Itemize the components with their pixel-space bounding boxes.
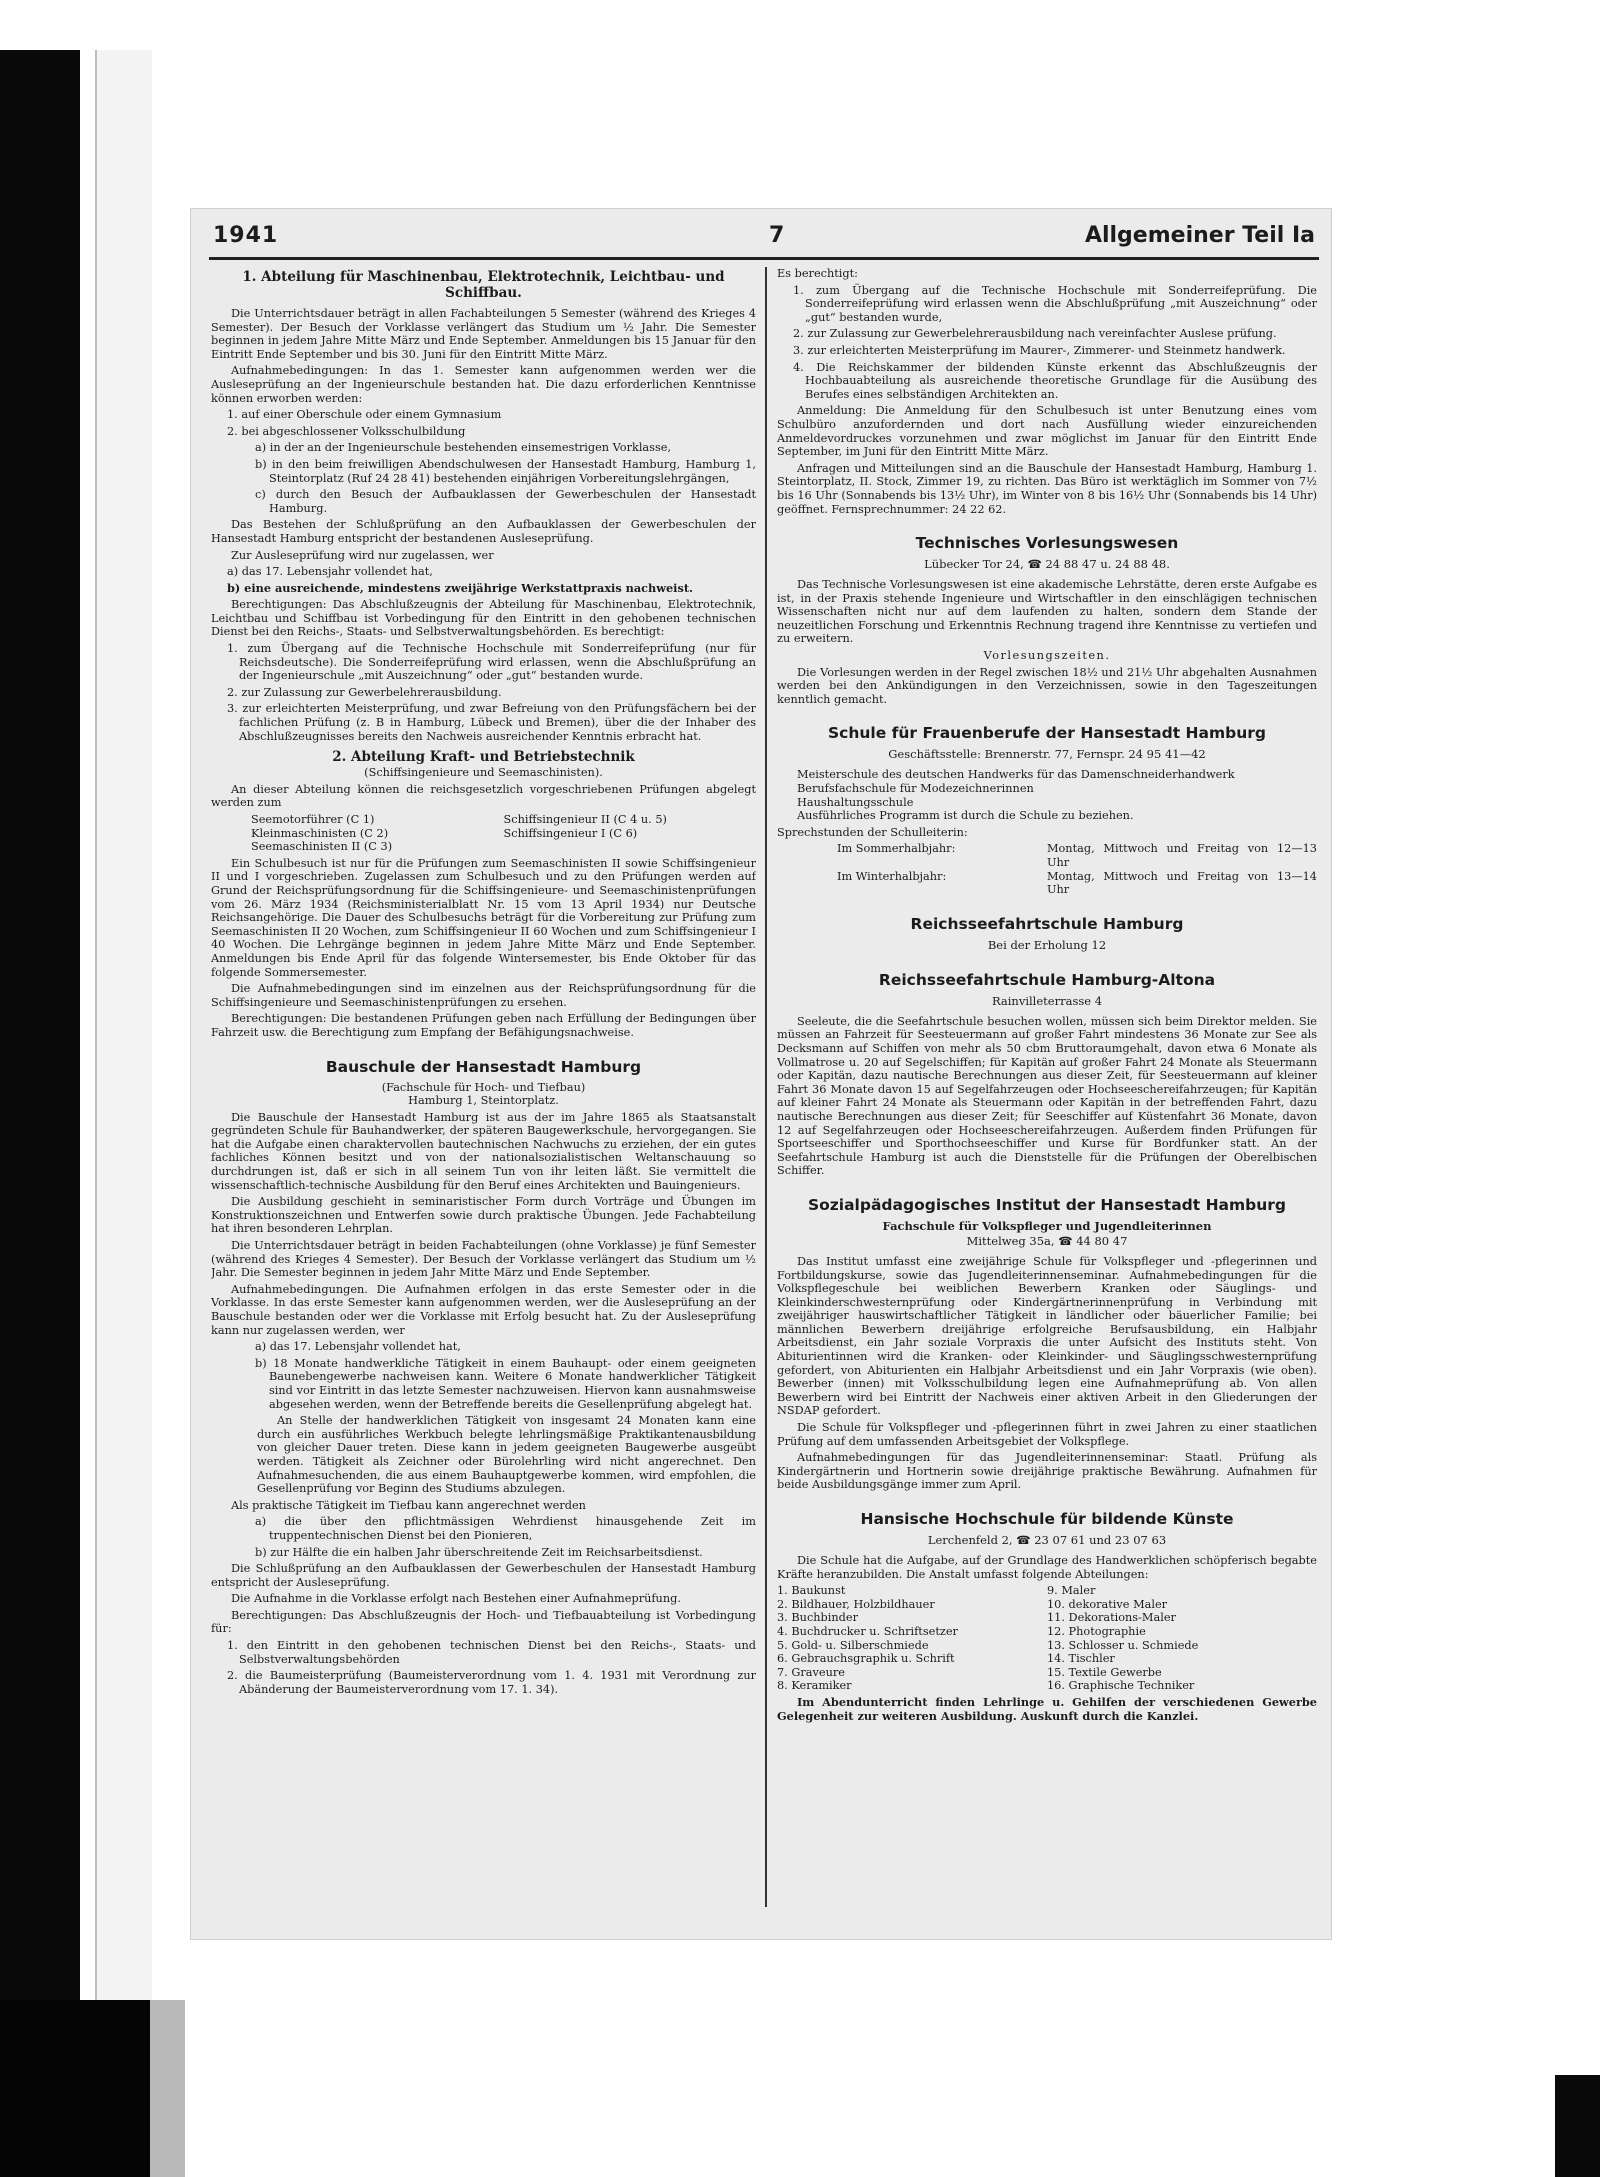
paragraph: Die Schlußprüfung an den Aufbauklassen der Gewerbeschulen der Hansestadt Hamburg entspricht der Ausleseprüfung. — [211, 1562, 756, 1589]
paragraph: Die Schule hat die Aufgabe, auf der Grundlage des Handwerklichen schöpferisch begabte Kräfte heranzubilden. Die Anstalt umfasst folgende Abteilungen: — [777, 1554, 1317, 1581]
section-heading-abteilung-2: 2. Abteilung Kraft- und Betriebstechnik — [332, 749, 635, 766]
office-hours-label: Im Sommerhalbjahr: — [837, 842, 956, 856]
paragraph: Die Aufnahme in die Vorklasse erfolgt nach Bestehen einer Aufnahmeprüfung. — [231, 1592, 681, 1606]
list-item: 1. den Eintritt in den gehobenen technischen Dienst bei den Reichs-, Staats- und Selbstverwaltungsbehörden — [227, 1639, 756, 1666]
office-hours-row — [837, 842, 1317, 869]
list-item: 6. Gebrauchsgraphik u. Schrift — [777, 1652, 955, 1666]
list-item: a) das 17. Lebensjahr vollendet hat, — [227, 565, 433, 579]
institution-address: Hamburg 1, Steintorplatz. — [408, 1094, 559, 1108]
exam-item: Kleinmaschinisten (C 2) — [251, 826, 389, 840]
scan-bottom-edge — [0, 2000, 150, 2177]
scan-binding-edge — [0, 50, 80, 2177]
list-item: 4. Buchdrucker u. Schriftsetzer — [777, 1624, 958, 1638]
list-item: 5. Gold- u. Silberschmiede — [777, 1638, 929, 1652]
scan-bottom-margin — [0, 2000, 1600, 2177]
paragraph: Die Unterrichtsdauer beträgt in beiden Fachabteilungen (ohne Vorklasse) je fünf Semester (während des Krieges 4 Semester). Der Besuch der Vorklasse verlängert das Studium um ½ Jahr. Die Semester beginnen in jedem Jahr Mitte März und Ende September. — [211, 1239, 756, 1280]
office-hours-row — [837, 870, 1317, 897]
header-year: 1941 — [213, 223, 279, 248]
paragraph: Meisterschule des deutschen Handwerks für das Damenschneiderhandwerk — [797, 768, 1235, 782]
page-content — [209, 221, 1319, 1921]
institution-address: Lübecker Tor 24, ☎ 24 88 47 u. 24 88 48. — [924, 557, 1170, 572]
paragraph: Seeleute, die die Seefahrtschule besuchen wollen, müssen sich beim Direktor melden. Sie müssen an Fahrzeit für Seesteuermann auf großer Fahrt mindestens 36 Monate zur See als Decksmann auf Schiffen von mehr als 50 cbm Bruttoraumgehalt, davon etwa 6 Monate als Vollmatrose u. 20 auf Segelschiffen; für Kapitän auf großer Fahrt 24 Monate als Steuermann oder Kapitän, dazu nautische Berechnungen aus dieser Zeit, für Seesteuermann auf kleiner Fahrt 36 Monate davon 15 auf Segelfahrzeugen oder Hochseeschereifahrzeugen; für Kapitän auf kleiner Fahrt 24 Monate als Steuermann oder Kapitän in der betreffenden Fahrt, dazu nautische Berechnungen aus dieser Zeit; für Seeschiffer auf Küstenfahrt 36 Monate, davon 12 auf Segelfahrzeugen oder Hochseeschereifahrzeugen. Außerdem finden Prüfungen für Sportseeschiffer und Sporthochseeschiffer und Kurse für Bordfunker statt. An der Seefahrtschule Hamburg ist auch die Dienststelle für die Prüfungen der Oberelbischen Schiffer. — [777, 1014, 1317, 1178]
scan-bottom-shadow — [150, 2000, 185, 2177]
paragraph-berechtigungen: Berechtigungen: Das Abschlußzeugnis der Abteilung für Maschinenbau, Elektrotechnik, Leichtbau und Schiffbau ist Vorbedingung für den Eintritt in den gehobenen technischen Dienst bei den Reichs-, Staats- und Selbstverwaltungsbehörden. Es berechtigt: — [211, 598, 756, 639]
institution-heading-hochschule-kuenste: Hansische Hochschule für bildende Künste — [860, 1510, 1234, 1528]
paragraph: Sprechstunden der Schulleiterin: — [777, 825, 968, 839]
institution-subtitle: Fachschule für Volkspfleger und Jugendleiterinnen — [882, 1218, 1212, 1233]
paragraph: Die Aufnahmebedingungen sind im einzelnen aus der Reichsprüfungsordnung für die Schiffsingenieure und Seemaschinistenprüfungen zu ersehen. — [211, 982, 756, 1009]
paragraph-aufnahmebedingungen: Aufnahmebedingungen. Die Aufnahmen erfolgen in das erste Semester oder in die Vorklasse. In das erste Semester kann aufgenommen werden, wer die Ausleseprüfung an der Bauschule bestanden oder wer die Vorklasse mit Erfolg besucht hat. Zu der Ausleseprüfung kann nur zugelassen werden, wer — [211, 1282, 756, 1337]
institution-address: Lerchenfeld 2, ☎ 23 07 61 und 23 07 63 — [927, 1533, 1167, 1547]
scanned-page — [190, 208, 1332, 1940]
list-item: 3. Buchbinder — [777, 1611, 858, 1625]
paragraph: Anfragen und Mitteilungen sind an die Bauschule der Hansestadt Hamburg, Hamburg 1. Steintorplatz, II. Stock, Zimmer 19, zu richten. Das Büro ist werktäglich im Sommer von 7½ bis 16 Uhr (Sonnabends bis 13½ Uhr), im Winter von 8 bis 16½ Uhr (Sonnabends bis 14 Uhr) geöffnet. Fernsprechnummer: 24 22 62. — [777, 461, 1317, 516]
list-item: 2. zur Zulassung zur Gewerbelehrerausbildung nach vereinfachter Auslese prüfung. — [793, 327, 1277, 341]
right-column — [777, 267, 1317, 1917]
list-item: b) eine ausreichende, mindestens zweijährige Werkstattpraxis nachweist. — [227, 580, 693, 595]
list-item: 11. Dekorations-Maler — [1047, 1611, 1176, 1625]
list-item: 2. die Baumeisterprüfung (Baumeisterverordnung vom 1. 4. 1931 mit Verordnung zur Abänderung der Baumeisterverordnung vom 17. 1. 34). — [227, 1669, 756, 1696]
list-item: 13. Schlosser u. Schmiede — [1047, 1638, 1199, 1652]
list-item: 1. zum Übergang auf die Technische Hochschule mit Sonderreifeprüfung. Die Sonderreifeprüfung wird erlassen wenn die Abschlußprüfung „mit Auszeichnung“ oder „gut“ bestanden wurde, — [793, 283, 1317, 324]
list-item: 3. zur erleichterten Meisterprüfung im Maurer-, Zimmerer- und Steinmetz handwerk. — [793, 343, 1286, 357]
exam-list — [211, 813, 756, 854]
left-column — [211, 267, 756, 1917]
paragraph: Ausführliches Programm ist durch die Schule zu beziehen. — [797, 809, 1134, 823]
section-heading-abteilung-1: 1. Abteilung für Maschinenbau, Elektrotechnik, Leichtbau- und Schiffbau. — [242, 269, 725, 301]
list-item: 2. Bildhauer, Holzbildhauer — [777, 1597, 935, 1611]
paragraph: Haushaltungsschule — [797, 795, 914, 809]
list-item: 1. Baukunst — [777, 1584, 846, 1598]
list-item: a) in der an der Ingenieurschule bestehenden einsemestrigen Vorklasse, — [255, 441, 672, 455]
paragraph-anmeldung: Anmeldung: Die Anmeldung für den Schulbesuch ist unter Benutzung eines vom Schulbüro anzufordernden und dort nach Ausfüllung wieder einzureichenden Anmeldevordruckes vorzunehmen und zwar möglichst im Januar für den Eintritt Ende September, im Juni für den Eintritt Mitte März. — [777, 404, 1317, 459]
office-hours-value: Montag, Mittwoch und Freitag von 12—13 Uhr — [1046, 842, 1317, 869]
paragraph: Zur Ausleseprüfung wird nur zugelassen, wer — [231, 548, 494, 562]
institution-address: Geschäftsstelle: Brennerstr. 77, Fernspr. 24 95 41—42 — [888, 747, 1206, 762]
subheading: Vorlesungszeiten. — [983, 649, 1111, 663]
column-divider — [765, 267, 767, 1907]
paragraph: Die Unterrichtsdauer beträgt in allen Fachabteilungen 5 Semester (während des Krieges 4 Semester). Der Besuch der Vorklasse verlängert das Studium um ½ Jahr. Die Semester beginnen in jedem Jahre Mitte März und Ende September. Anmeldungen bis 15 Januar für den Eintritt Ende September und bis 30. Juni für den Eintritt Mitte März. — [211, 307, 756, 361]
list-item: b) in den beim freiwilligen Abendschulwesen der Hansestadt Hamburg, Hamburg 1, Steintorplatz (Ruf 24 28 41) bestehenden einjährigen Vorbereitungslehrgängen, — [255, 457, 756, 485]
paragraph: Das Institut umfasst eine zweijährige Schule für Volkspfleger und -pflegerinnen und Fortbildungskurse, sowie das Jugendleiterinnenseminar. Aufnahmebedingungen für die Volkspflegeschule bei weiblichen Bewerbern Kranken oder Säuglings- und Kleinkinderschwesternprüfung oder Kindergärtnerinnenprüfung in Verbindung mit zweijähriger hauswirtschaftlicher Tätigkeit in ländlicher oder bäuerlicher Familie; bei männlichen Bewerbern dreijährige erfolgreiche Berufsausbildung, ein Halbjahr Arbeitsdienst, ein Jahr soziale Vorpraxis die unter Aufsicht des Instituts steht. Von Abiturientinnen wird die Kranken- oder Kleinkinder- und Säuglingsschwesternprüfung gefordert, von Abiturienten ein Halbjahr Arbeitsdienst und ein Jahr Vorpraxis (wie oben). Bewerber (innen) mit Volksschulbildung legen eine Aufnahmeprüfung ab. Von allen Bewerbern wird bei Eintritt der Nachweis einer aktiven Arbeit in den Gliederungen der NSDAP gefordert. — [777, 1254, 1317, 1418]
institution-address: Bei der Erholung 12 — [987, 937, 1107, 952]
paragraph-aufnahmebedingungen: Aufnahmebedingungen: In das 1. Semester kann aufgenommen werden wer die Ausleseprüfung an der Ingenieurschule bestanden hat. Die dazu erforderlichen Kenntnisse können erworben werden: — [211, 364, 756, 405]
paragraph: Die Bauschule der Hansestadt Hamburg ist aus der im Jahre 1865 als Staatsanstalt gegründeten Schule für Bauhandwerker, der späteren Baugewerkschule, hervorgegangen. Sie hat die Aufgabe einen charaktervollen bautechnischen Nachwuchs zu erziehen, der ein gutes fachliches Können besitzt und von der nationalsozialistischen Weltanschauung so durchdrungen ist, daß er sich in all seinem Tun von ihr leiten läßt. Sie vermittelt die wissenschaftlich-technische Ausbildung für den Beruf eines Architekten und Bauingenieurs. — [211, 1110, 756, 1192]
list-item: 9. Maler — [1047, 1584, 1096, 1598]
office-hours-value: Montag, Mittwoch und Freitag von 13—14 Uhr — [1046, 869, 1317, 897]
paragraph: Die Schule für Volkspfleger und -pflegerinnen führt in zwei Jahren zu einer staatlichen Prüfung auf dem umfassenden Arbeitsgebiet der Volkspflege. — [777, 1421, 1317, 1448]
list-item: 16. Graphische Techniker — [1047, 1679, 1195, 1693]
page-number: 7 — [769, 223, 785, 248]
list-item: a) die über den pflichtmässigen Wehrdienst hinausgehende Zeit im truppentechnischen Dienst bei den Pionieren, — [255, 1515, 756, 1542]
paragraph: Im Abendunterricht finden Lehrlinge u. Gehilfen der verschiedenen Gewerbe Gelegenheit zur weiteren Ausbildung. Auskunft durch die Kanzlei. — [777, 1694, 1317, 1723]
institution-heading-seefahrtschule-altona: Reichsseefahrtschule Hamburg-Altona — [878, 970, 1216, 989]
institution-heading-bauschule: Bauschule der Hansestadt Hamburg — [325, 1057, 642, 1076]
office-hours — [777, 842, 1317, 896]
paragraph: Das Bestehen der Schlußprüfung an den Aufbauklassen der Gewerbeschulen der Hansestadt Hamburg entspricht der bestandenen Ausleseprüfung. — [211, 518, 756, 545]
institution-address: Rainvilleterrasse 4 — [991, 993, 1103, 1008]
list-item: 7. Graveure — [777, 1665, 845, 1679]
list-item: 14. Tischler — [1047, 1652, 1115, 1666]
section-subtitle: (Schiffsingenieure und Seemaschinisten). — [364, 766, 603, 780]
list-item: 8. Keramiker — [777, 1679, 852, 1693]
paragraph: An dieser Abteilung können die reichsgesetzlich vorgeschriebenen Prüfungen abgelegt werden zum — [211, 782, 756, 810]
exam-item: Seemotorführer (C 1) — [251, 813, 375, 826]
two-column-body — [209, 267, 1319, 1917]
list-item: 2. bei abgeschlossener Volksschulbildung — [227, 424, 466, 438]
list-item: b) 18 Monate handwerkliche Tätigkeit in einem Bauhaupt- oder einem geeigneten Baunebengewerbe nachweisen kann. Weitere 6 Monate handwerklicher Tätigkeit sind vor Eintritt in das letzte Semester nachzuweisen. Hiervon kann ausnahmsweise abgesehen werden, wenn der Betreffende bereits die Gesellenprüfung abgelegt hat. — [255, 1356, 756, 1411]
institution-heading-frauenberufe: Schule für Frauenberufe der Hansestadt Hamburg — [828, 724, 1266, 743]
institution-subtitle: (Fachschule für Hoch- und Tiefbau) — [381, 1080, 586, 1094]
exam-list-right — [504, 813, 757, 854]
list-item: a) das 17. Lebensjahr vollendet hat, — [255, 1340, 461, 1354]
institution-heading-vorlesungswesen: Technisches Vorlesungswesen — [915, 534, 1179, 553]
exam-item: Schiffsingenieur I (C 6) — [503, 826, 638, 840]
list-item: 1. auf einer Oberschule oder einem Gymnasium — [227, 408, 502, 422]
paragraph: Das Technische Vorlesungswesen ist eine akademische Lehrstätte, deren erste Aufgabe es ist, in der Praxis stehende Ingenieure und Wirtschaftler in den einschlägigen technischen Wissenschaften nicht nur auf dem laufenden zu halten, sondern dem Stande der neuzeitlichen Forschung und Erkenntnis Rechnung tragend ihre Kenntnisse zu vertiefen und zu erweitern. — [777, 578, 1317, 646]
exam-item: Seemaschinisten II (C 3) — [251, 840, 393, 854]
office-hours-label: Im Winterhalbjahr: — [837, 869, 947, 883]
scan-gutter — [95, 50, 152, 2000]
paragraph: An Stelle der handwerklichen Tätigkeit von insgesamt 24 Monaten kann eine durch ein ausführliches Werkbuch belegte lehrlingsmäßige Praktikantenausbildung von gleicher Dauer treten. Diese kann in jedem geeigneten Baugewerbe ausgeübt werden. Tätigkeit als Zeichner oder Bürolehrling wird nicht angerechnet. Den Aufnahmesuchenden, die aus einem Bauhauptgewerbe kommen, wird empfohlen, die Gesellenprüfung vor Beginn des Studiums abzulegen. — [257, 1414, 756, 1496]
paragraph-berechtigungen: Berechtigungen: Das Abschlußzeugnis der Hoch- und Tiefbauabteilung ist Vorbedingung für: — [211, 1608, 756, 1636]
list-item: 15. Textile Gewerbe — [1047, 1665, 1162, 1679]
paragraph: Aufnahmebedingungen für das Jugendleiterinnenseminar: Staatl. Prüfung als Kindergärtnerin und Hortnerin sowie dreijährige praktische Bewährung. Aufnahmen für beide Ausbildungsgänge immer zum April. — [777, 1451, 1317, 1492]
institution-heading-seefahrtschule: Reichsseefahrtschule Hamburg — [910, 914, 1184, 933]
list-item: b) zur Hälfte die ein halben Jahr überschreitende Zeit im Reichsarbeitsdienst. — [255, 1545, 703, 1559]
institution-heading-sozialpaedagogisches-institut: Sozialpädagogisches Institut der Hansestadt Hamburg — [807, 1195, 1287, 1214]
list-item: 3. zur erleichterten Meisterprüfung, und zwar Befreiung von den Prüfungsfächern bei der fachlichen Prüfung (z. B in Hamburg, Lübeck und Bremen), über die der Inhaber des Abschlußzeugnisses bereits den Nachweis ausreichender Kenntnis erbracht hat. — [227, 702, 756, 743]
paragraph: Ein Schulbesuch ist nur für die Prüfungen zum Seemaschinisten II sowie Schiffsingenieur II und I vorgeschrieben. Zugelassen zum Schulbesuch und zu den Prüfungen werden auf Grund der Reichsprüfungsordnung für die Schiffsingenieure- und Seemaschinistenprüfungen vom 26. März 1934 (Reichsministerialblatt Nr. 15 vom 13 April 1934) nur Deutsche Reichsangehörige. Die Dauer des Schulbesuchs beträgt für die Vorbereitung zur Prüfung zum Seemaschinisten II 20 Wochen, zum Schiffsingenieur II 60 Wochen und zum Schiffsingenieur I 40 Wochen. Die Lehrgänge beginnen in jedem Jahre Mitte März und Ende September. Anmeldungen bis Ende April für das folgende Wintersemester, bis Ende Oktober für das folgende Sommersemester. — [211, 856, 756, 979]
header-section-title: Allgemeiner Teil Ia — [1084, 223, 1315, 248]
exam-item: Schiffsingenieur II (C 4 u. 5) — [503, 813, 667, 826]
department-list-left — [777, 1584, 1047, 1693]
paragraph: Die Ausbildung geschieht in seminaristischer Form durch Vorträge und Übungen im Konstruktionszeichnen und Entwerfen sowie durch praktische Übungen. Jede Fachabteilung hat ihren besonderen Lehrplan. — [211, 1195, 756, 1236]
list-item: 2. zur Zulassung zur Gewerbelehrerausbildung. — [227, 685, 502, 699]
list-item: c) durch den Besuch der Aufbauklassen der Gewerbeschulen der Hansestadt Hamburg. — [255, 488, 756, 515]
department-list — [777, 1584, 1317, 1693]
exam-list-left — [251, 813, 504, 854]
paragraph: Berufsfachschule für Modezeichnerinnen — [797, 782, 1034, 796]
page-header — [209, 221, 1319, 260]
institution-address: Mittelweg 35a, ☎ 44 80 47 — [966, 1233, 1128, 1248]
paragraph: Als praktische Tätigkeit im Tiefbau kann angerechnet werden — [231, 1498, 586, 1512]
list-item: 4. Die Reichskammer der bildenden Künste erkennt das Abschlußzeugnis der Hochbauabteilung als ausreichende theoretische Grundlage für die Ausübung des Berufes eines selbständigen Architekten an. — [793, 360, 1317, 401]
list-item: 10. dekorative Maler — [1047, 1597, 1168, 1611]
paragraph: Es berechtigt: — [777, 267, 858, 280]
list-item: 1. zum Übergang auf die Technische Hochschule mit Sonderreifeprüfung (nur für Reichsdeutsche). Die Sonderreifeprüfung wird erlassen, wenn die Abschlußprüfung an der Ingenieurschule „mit Auszeichnung“ oder „gut“ bestanden wurde. — [227, 642, 756, 683]
list-item: 12. Photographie — [1047, 1624, 1146, 1638]
paragraph: Berechtigungen: Die bestandenen Prüfungen geben nach Erfüllung der Bedingungen über Fahrzeit usw. die Berechtigung zum Empfang der Befähigungsnachweise. — [211, 1012, 756, 1039]
paragraph: Die Vorlesungen werden in der Regel zwischen 18½ und 21½ Uhr abgehalten Ausnahmen werden bei den Ankündigungen in den Verzeichnissen, sowie in den Tageszeitungen kenntlich gemacht. — [777, 665, 1317, 706]
scan-corner-edge — [1555, 2075, 1600, 2177]
department-list-right — [1047, 1584, 1317, 1693]
